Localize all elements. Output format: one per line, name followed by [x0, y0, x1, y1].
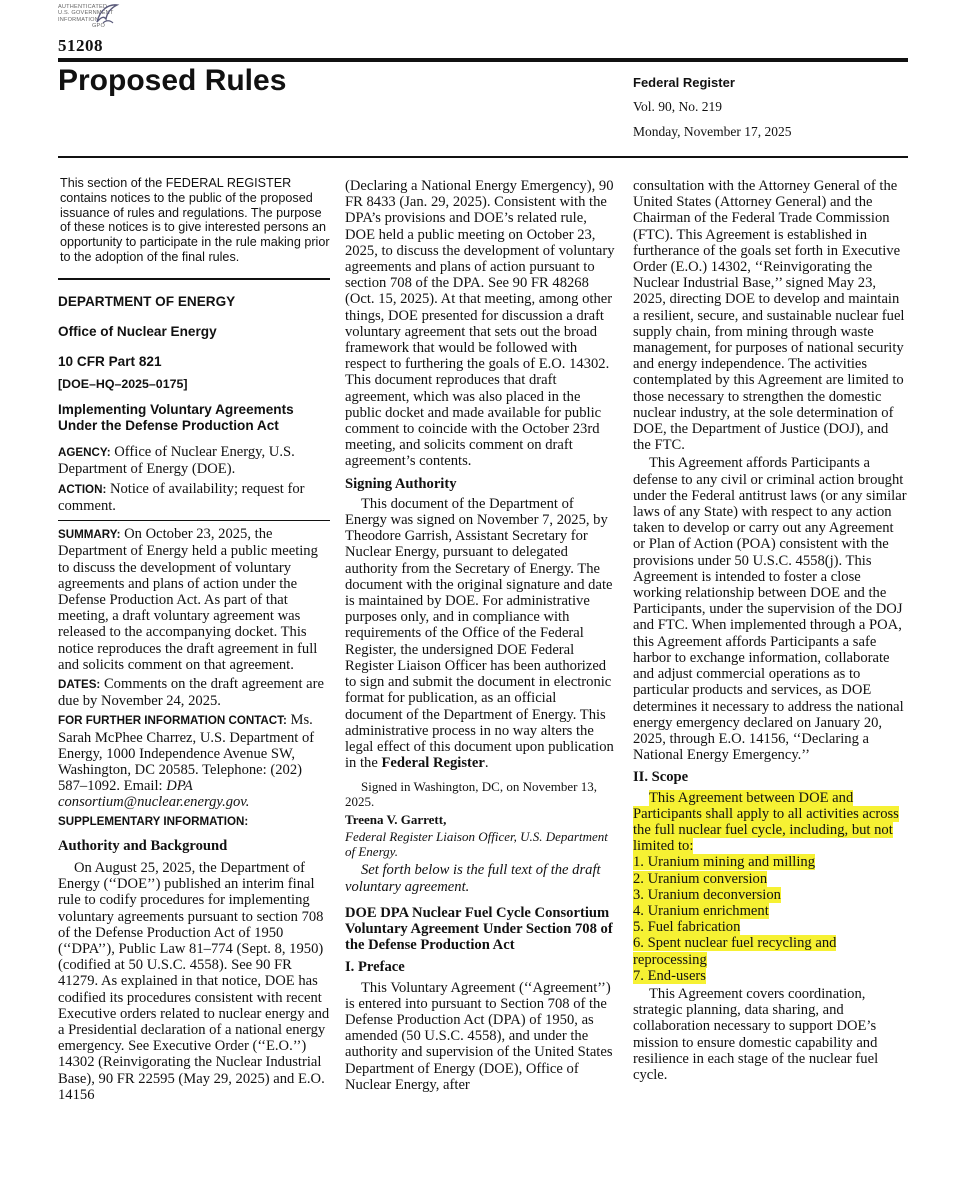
- contact-line: [58, 712, 330, 810]
- antitrust-defense-text: This Agreement affords Participants a defense to any civil or criminal action brought under the Federal antitrust laws (or any similar laws of any State) with respect to any action taken to develop or carry out any Agreement or Plan of Action (POA) consistent with the provisions under 50 U.S.C. 4558(j). This Agreement is intended to foster a close working relationship between DOE and the Participants, under the supervision of the DOJ and FTC. When implemented through a POA, this Agreement affords Participants a safe harbor to exchange information, collaborate and adjust commercial operations as to particular products and services, as DOE determines it necessary to address the national energy emergency declared on January 20, 2025, through E.O. 14156, ‘‘Declaring a National Energy Emergency.’’: [633, 455, 907, 764]
- contact-label: FOR FURTHER INFORMATION CONTACT:: [58, 714, 287, 728]
- header-divider: [58, 156, 908, 158]
- gpo-logo-text: AUTHENTICATED U.S. GOVERNMENT INFORMATION GPO: [58, 4, 114, 30]
- summary-label: SUMMARY:: [58, 528, 121, 542]
- signer-title: Federal Register Liaison Officer, U.S. Department of Energy.: [345, 829, 608, 860]
- rule-title: Implementing Voluntary Agreements Under the Defense Production Act: [58, 402, 294, 434]
- authority-text: On August 25, 2025, the Department of Energy (‘‘DOE’’) published an interim final rule to codify procedures for implementing voluntary agreements pursuant to section 708 of the Defense Production Act of 1950 (‘‘DPA’’), Public Law 81–774 (Sept. 8, 1950) (codified at 50 U.S.C. 4558). See 90 FR 41279. As explained in that notice, DOE has codified its procedures consistent with recent Executive orders related to nuclear energy and a Presidential declaration of a national energy emergency. See Executive Order (‘‘E.O.’’) 14302 (Reinvigorating the Nuclear Industrial Base), 90 FR 22595 (May 29, 2025) and E.O. 14156: [58, 859, 330, 1103]
- scope-item: 2. Uranium conversion: [633, 870, 768, 887]
- top-rule: [58, 58, 908, 62]
- signing-authority-heading: Signing Authority: [345, 475, 457, 492]
- preface-continued: consultation with the Attorney General of the United States (Attorney General) and the Chairman of the Federal Trade Commission (FTC). This Agreement is established in furtherance of the goals set forth in Executive Order (E.O.) 14302, ‘‘Reinvigorating the Nuclear Industrial Base,’’ signed May 23, 2025, directing DOE to develop and maintain a resilient, secure, and sustainable nuclear fuel supply chain, from mining through waste management, for purposes of national security and energy independence. The activities contemplated by this Agreement are limited to those necessary to strengthen the domestic nuclear industry, at the sole determination of DOE, the Department of Justice (DOJ), and the FTC.: [633, 178, 905, 454]
- page-number: 51208: [58, 36, 103, 55]
- set-forth-note: Set forth below is the full text of the draft voluntary agreement.: [345, 862, 601, 895]
- action-label: ACTION:: [58, 482, 107, 496]
- signer-name: Treena V. Garrett,: [345, 812, 447, 828]
- coverage-text: This Agreement covers coordination, strategic planning, data sharing, and collaboration necessary to support DOE’s mission to ensure domestic capability and resilience in each stage of the nuclear fuel cycle.: [633, 985, 879, 1083]
- scope-item: 4. Uranium enrichment: [633, 902, 769, 919]
- federal-register-info: [633, 74, 791, 140]
- federal-register-ref: Federal Register: [381, 755, 485, 772]
- column-2: [345, 178, 617, 1093]
- preface-heading: I. Preface: [345, 959, 405, 976]
- scope-item: 7. End-users: [633, 967, 706, 984]
- dates-line: [58, 676, 330, 709]
- supplementary-label: SUPPLEMENTARY INFORMATION:: [58, 814, 249, 828]
- scope-heading: II. Scope: [633, 769, 689, 786]
- column-3: [633, 178, 908, 1083]
- action-text: Notice of availability; request for comment.: [58, 480, 305, 514]
- agreement-title: DOE DPA Nuclear Fuel Cycle Consortium Voluntary Agreement Under Section 708 of the Defense Production Act: [345, 904, 613, 954]
- column-1: [58, 176, 330, 1103]
- department-name: DEPARTMENT OF ENERGY: [58, 294, 236, 310]
- authority-heading: Authority and Background: [58, 837, 228, 854]
- intro-divider: [58, 278, 330, 281]
- summary-line: [58, 526, 330, 673]
- section-title: Proposed Rules: [58, 64, 287, 97]
- scope-item: 1. Uranium mining and milling: [633, 854, 816, 871]
- signed-in-line: Signed in Washington, DC, on November 13, 2025.: [345, 779, 597, 810]
- preface-text: This Voluntary Agreement (‘‘Agreement’’) is entered into pursuant to Section 708 of the Defense Production Act (DPA) of 1950, as amended (50 U.S.C. 4558), and under the authority and supervision of the United States Department of Energy (DOE), Office of Nuclear Energy, after: [345, 979, 613, 1093]
- gpo-authentication-logo: [58, 4, 126, 34]
- cfr-part: 10 CFR Part 821: [58, 354, 162, 370]
- section-intro: This section of the FEDERAL REGISTER contains notices to the public of the proposed issuance of rules and regulations. The purpose of these notices is to give interested persons an opportunity to participate in the rule making prior to the adoption of the final rules.: [60, 176, 330, 264]
- dates-label: DATES:: [58, 677, 101, 691]
- dates-text: Comments on the draft agreement are due by November 24, 2025.: [58, 675, 324, 710]
- agency-line: [58, 444, 330, 477]
- docket-number: [DOE–HQ–2025–0175]: [58, 377, 188, 392]
- contact-email: DPA consortium@nuclear.energy.gov.: [58, 778, 250, 811]
- eagle-icon: [94, 2, 120, 28]
- contact-text: Ms. Sarah McPhee Charrez, U.S. Department of Energy, 1000 Independence Avenue SW, Washington, DC 20585. Telephone: (202) 587–1092. Email:: [58, 712, 315, 795]
- scope-item: 3. Uranium deconversion: [633, 886, 781, 903]
- action-line: [58, 481, 330, 514]
- background-continued: (Declaring a National Energy Emergency), 90 FR 8433 (Jan. 29, 2025). Consistent with the DPA’s provisions and DOE’s related rule, DOE held a public meeting on October 23, 2025, to discuss the development of voluntary agreements and plans of action pursuant to section 708 of the DPA. See 90 FR 48268 (Oct. 15, 2025). At that meeting, among other things, DOE presented for discussion a draft voluntary agreement that sets out the broad framework that would be followed with respect to furthering the goals of E.O. 14302. This document reproduces that draft agreement, which was also placed in the public docket and made available for public comment to coincide with the October 23rd meeting, and solicits comment on draft agreement’s contents.: [345, 178, 615, 470]
- agency-text: Office of Nuclear Energy, U.S. Department of Energy (DOE).: [58, 444, 295, 478]
- scope-item: 5. Fuel fabrication: [633, 919, 741, 936]
- publication-date: Monday, November 17, 2025: [633, 124, 792, 139]
- volume-number: Vol. 90, No. 219: [633, 99, 723, 114]
- signing-authority-text: This document of the Department of Energy was signed on November 7, 2025, by Theodore Garrish, Assistant Secretary for Nuclear Energy, pursuant to delegated authority from the Secretary of Energy. The document with the original signature and date is maintained by DOE. For administrative purposes only, and in compliance with requirements of the Office of the Federal Register, the undersigned DOE Federal Register Liaison Officer has been authorized to sign and submit the document in electronic format for publication, as an official document of the Department of Energy. This administrative process in no way alters the legal effect of this document upon publication in the Federal Register.: [345, 495, 614, 772]
- office-name: Office of Nuclear Energy: [58, 324, 217, 340]
- summary-divider: [58, 520, 330, 521]
- scope-text: This Agreement between DOE and Participants shall apply to all activities across the full nuclear fuel cycle, including, but not limited to:: [633, 789, 899, 855]
- scope-list: [633, 854, 908, 984]
- summary-text: On October 23, 2025, the Department of Energy held a public meeting to discuss the development of voluntary agreements and plans of action under the Defense Production Act. As part of that meeting, a draft voluntary agreement was released to the accompanying docket. This notice reproduces the draft agreement in full and solicits comment on that agreement.: [58, 526, 318, 673]
- register-name: Federal Register: [633, 75, 735, 90]
- scope-item: 6. Spent nuclear fuel recycling and reprocessing: [633, 935, 837, 968]
- agency-label: AGENCY:: [58, 446, 111, 460]
